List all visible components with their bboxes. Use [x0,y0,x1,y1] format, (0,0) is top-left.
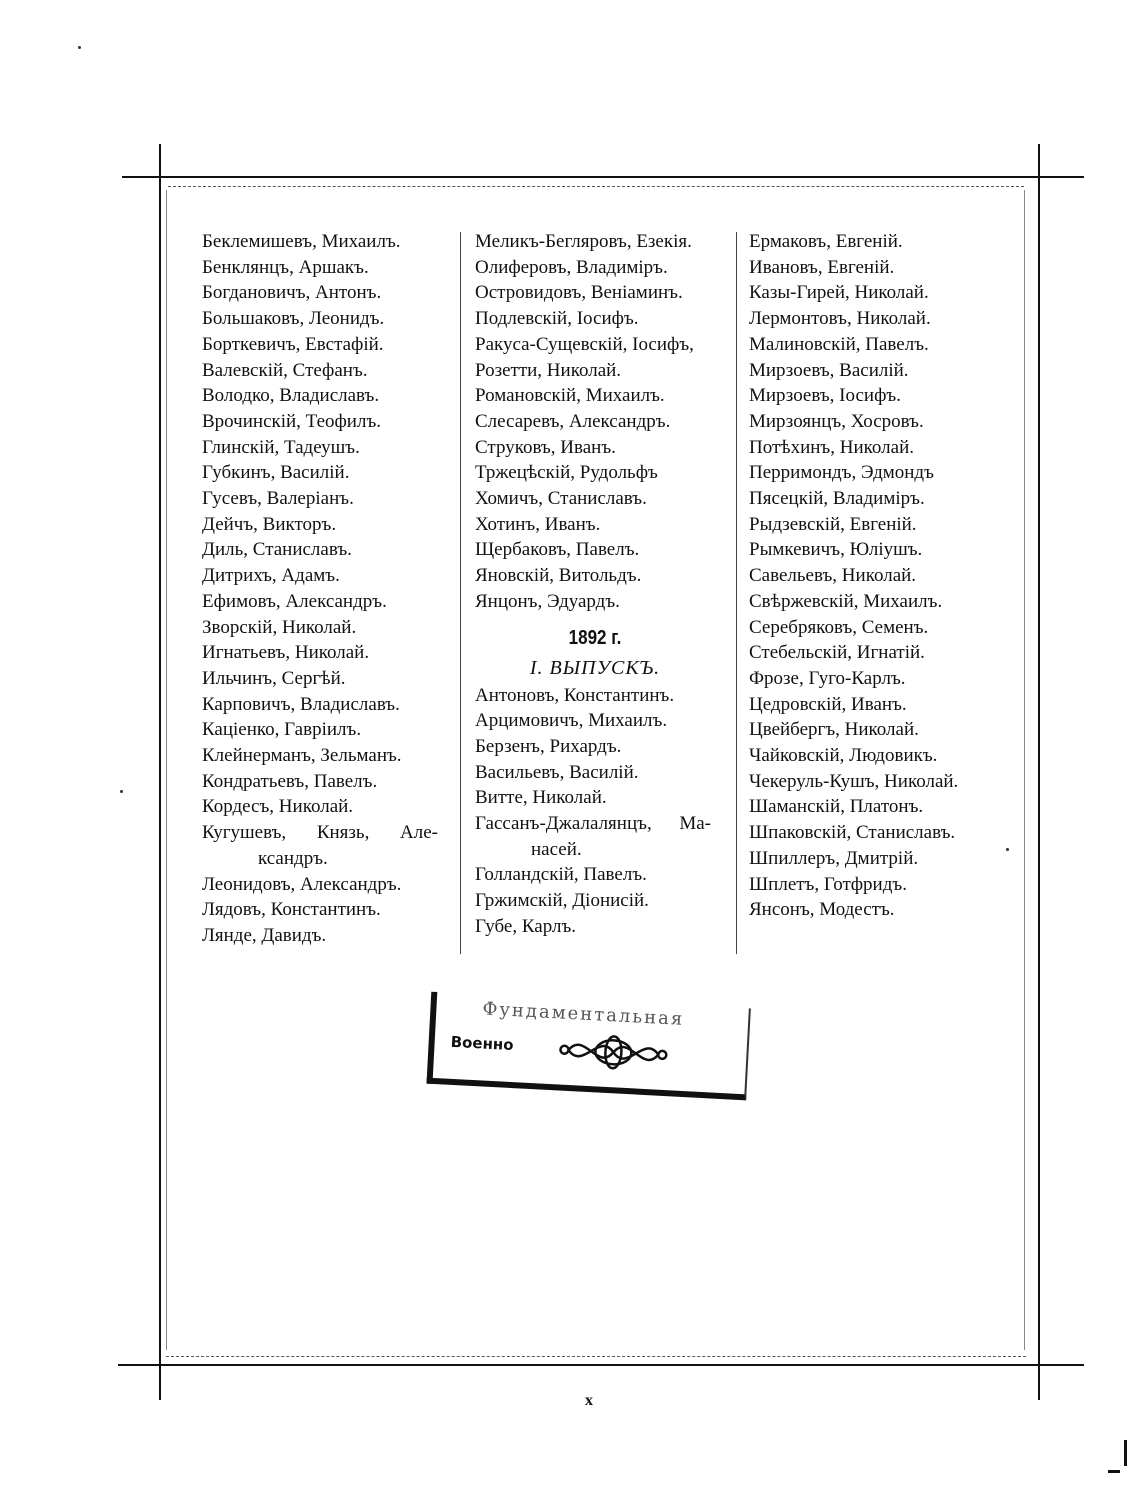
list-item: Дейчъ, Викторъ. [202,513,337,535]
list-item: Кондратьевъ, Павелъ. [202,770,378,792]
list-item: Цедровскій, Иванъ. [749,693,907,715]
list-item: Ефимовъ, Александръ. [202,590,387,612]
list-item: Шпаковскій, Станиславъ. [749,822,956,844]
middle-name-list [475,229,715,940]
list-item: Мирзоевъ, Василій. [749,359,909,381]
list-item: Щербаковъ, Павелъ. [475,539,640,561]
right-outer-border [1038,144,1040,1400]
list-item: Фрозе, Гуго-Карлъ. [749,667,906,689]
list-item: Савельевъ, Николай. [749,565,917,587]
word: Але- [400,822,438,844]
list-item: Чекеруль-Кушъ, Николай. [749,770,959,792]
list-item: Островидовъ, Веніаминъ. [475,282,683,304]
list-item: Голландскій, Павелъ. [475,864,647,886]
list-item: Янцонъ, Эдуардъ. [475,590,620,612]
list-item: Серебряковъ, Семенъ. [749,616,929,638]
list-item: Потѣхинъ, Николай. [749,436,914,458]
list-item: Шпиллеръ, Дмитрій. [749,847,919,869]
list-item: Пясецкій, Владиміръ. [749,488,925,510]
top-rule [122,176,1084,178]
list-item: Слесаревъ, Александръ. [475,410,671,432]
bottom-dashed-rule [166,1356,1026,1357]
list-item: Врочинскій, Теофилъ. [202,410,382,432]
list-item: Каціенко, Гавріилъ. [202,719,362,741]
list-item: Володко, Владиславъ. [202,385,380,407]
list-item: Хомичъ, Станиславъ. [475,488,647,510]
scan-mark [1108,1470,1120,1473]
list-item: Леонидовъ, Александръ. [202,873,402,895]
list-item: Губе, Карлъ. [475,915,577,937]
list-item: Васильевъ, Василій. [475,761,639,783]
list-item: Бенклянцъ, Аршакъ. [202,256,369,278]
top-dashed-rule [168,186,1024,187]
list-item: Антоновъ, Константинъ. [475,684,675,706]
word: Ма- [679,813,711,835]
column-divider-1 [460,232,461,954]
right-inner-border [1024,190,1025,1350]
list-item: Яновскій, Витольдъ. [475,565,642,587]
list-item: Свѣржевскій, Михаилъ. [749,590,943,612]
list-item: Лянде, Давидъ. [202,924,327,946]
list-item: Клейнерманъ, Зельманъ. [202,745,402,767]
list-item-wrapped [475,811,711,837]
list-item: Ермаковъ, Евгеній. [749,231,903,252]
right-name-list [749,229,958,923]
column-divider-2 [736,232,737,954]
list-item: Гусевъ, Валеріанъ. [202,488,354,510]
bottom-rule [118,1364,1084,1366]
list-item: Карповичъ, Владиславъ. [202,693,400,715]
list-item: Витте, Николай. [475,787,607,809]
list-item: Гржимскій, Діонисій. [475,890,649,912]
issue-heading: I. ВЫПУСКЪ. [529,656,661,679]
left-inner-border [166,190,167,1350]
list-item: Ильчинъ, Сергѣй. [202,667,346,689]
list-item: Шаманскій, Платонъ. [749,796,924,818]
scan-speck [1006,848,1009,851]
word: Князь, [316,822,370,844]
list-item: Игнатьевъ, Николай. [202,642,370,664]
list-item: Берзенъ, Рихардъ. [475,735,622,757]
list-item: Дитрихъ, Адамъ. [202,565,340,587]
list-item: Шплетъ, Готфридъ. [749,873,907,895]
list-item: Кордесъ, Николай. [202,796,354,818]
list-item: Лядовъ, Константинъ. [202,899,381,921]
list-item: Цвейбергъ, Николай. [749,719,919,741]
list-item: Тржецѣскій, Рудольфъ [475,462,658,484]
list-item: Рымкевичъ, Юліушъ. [749,539,923,561]
library-stamp [425,992,751,1127]
page-number: x [585,1392,593,1409]
word: Гассанъ-Джалалянцъ, [475,813,652,835]
list-item: Борткевичъ, Евстафій. [202,333,384,355]
list-item: Мирзоянцъ, Хосровъ. [749,410,924,432]
list-item: Чайковскій, Людовикъ. [749,745,938,767]
word: Кугушевъ, [202,822,287,844]
list-item: Беклемишевъ, Михаилъ. [202,231,401,252]
list-item: Богдановичъ, Антонъ. [202,282,382,304]
list-item: Стебельскій, Игнатій. [749,642,925,664]
list-item: Янсонъ, Модестъ. [749,899,895,921]
stamp-text-bottom: Военно [450,1032,515,1055]
list-item: Казы-Гирей, Николай. [749,282,929,304]
scan-speck [78,46,81,49]
list-item: Лермонтовъ, Николай. [749,308,931,330]
list-item: Арцимовичъ, Михаилъ. [475,710,668,732]
list-item: Мирзоевъ, Іосифъ. [749,385,901,407]
stamp-text-top: Фундаментальная [481,998,685,1030]
list-item: Малиновскій, Павелъ. [749,333,929,355]
list-item: Рыдзевскій, Евгеній. [749,513,917,535]
list-item-continuation: насей. [531,838,582,860]
list-item: Меликъ-Бегляровъ, Езекія. [475,231,692,252]
left-outer-border [159,144,161,1400]
stamp-ornament-icon [557,1024,669,1080]
list-item: Диль, Станиславъ. [202,539,352,561]
list-item: Розетти, Николай. [475,359,622,381]
spacer [475,615,715,623]
list-item: Струковъ, Иванъ. [475,436,616,458]
list-item: Ракуса-Сущевскій, Іосифъ, [475,333,694,355]
list-item-continuation: ксандръ. [258,847,328,869]
list-item: Большаковъ, Леонидъ. [202,308,385,330]
list-item: Зворскій, Николай. [202,616,357,638]
list-item: Глинскій, Тадеушъ. [202,436,360,458]
list-item: Романовскій, Михаилъ. [475,385,665,407]
scan-speck [120,790,123,793]
list-item: Подлевскій, Іосифъ. [475,308,639,330]
list-item: Валевскій, Стефанъ. [202,359,368,381]
list-item: Олиферовъ, Владиміръ. [475,256,668,278]
list-item-wrapped [202,820,438,846]
left-name-list [202,229,438,949]
list-item: Хотинъ, Иванъ. [475,513,601,535]
year-heading: 1892 г. [568,626,622,649]
list-item: Ивановъ, Евгеній. [749,256,895,278]
scan-mark [1124,1440,1127,1466]
list-item: Перримондъ, Эдмондъ [749,462,934,484]
list-item: Губкинъ, Василій. [202,462,350,484]
